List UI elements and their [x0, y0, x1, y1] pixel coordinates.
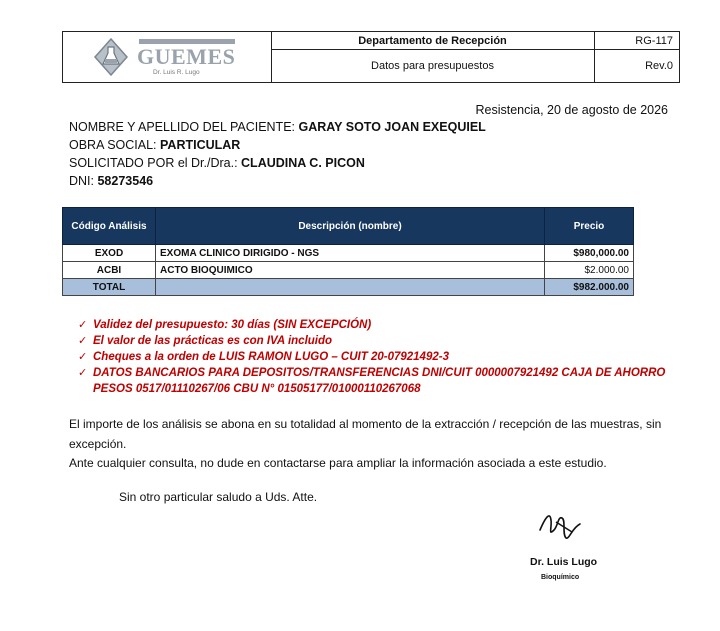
list-item [78, 349, 678, 365]
requested-line [69, 156, 365, 170]
note-text: DATOS BANCARIOS PARA DEPOSITOS/TRANSFERENCIAS DNI/CUIT 0000007921492 CAJA DE AHORRO PESOS 0517/01110267/06 CBU N° 01505177/01000110267068 [93, 367, 666, 395]
patient-name-line [69, 120, 486, 134]
insurance-label: OBRA SOCIAL: [69, 138, 161, 152]
flask-icon [91, 37, 131, 77]
check-icon: ✓ [78, 319, 88, 331]
patient-name-label: NOMBRE Y APELLIDO DEL PACIENTE: [69, 120, 299, 134]
document-date: Resistencia, 20 de agosto de 2026 [475, 103, 668, 117]
insurance-line [69, 138, 240, 152]
header-price: Precio [545, 208, 634, 245]
row-description: ACTO BIOQUIMICO [156, 262, 545, 279]
note-text: Cheques a la orden de LUIS RAMON LUGO – CUIT 20-07921492-3 [93, 351, 449, 363]
document-header [62, 31, 680, 83]
row-code: ACBI [63, 262, 156, 279]
payment-paragraph: El importe de los análisis se abona en su totalidad al momento de la extracción / recepción de las muestras, sin excepción. [69, 417, 662, 451]
signature-title: Bioquímico [541, 574, 580, 581]
list-item [78, 317, 678, 333]
total-empty-cell [156, 279, 545, 296]
document-title: Datos para presupuestos [371, 59, 494, 72]
dni-label: DNI: [69, 174, 98, 188]
table-row [63, 262, 634, 279]
row-price: $980,000.00 [545, 245, 634, 262]
total-value: $982.000.00 [545, 279, 634, 296]
table-header-row [63, 208, 634, 245]
quote-table [62, 207, 634, 296]
header-code: Código Análisis [63, 208, 156, 245]
logo-cell [63, 32, 272, 82]
header-description: Descripción (nombre) [156, 208, 545, 245]
requested-label: SOLICITADO POR el Dr./Dra.: [69, 156, 242, 170]
signature-mark [536, 508, 586, 542]
department-title: Departamento de Recepción [271, 32, 594, 50]
conditions-list [78, 317, 678, 397]
check-icon: ✓ [78, 335, 88, 347]
list-item [78, 333, 678, 349]
logo-subtitle: Dr. Luis R. Lugo [153, 69, 200, 76]
contact-paragraph: Ante cualquier consulta, no dude en contactarse para ampliar la información asociada a este estudio. [69, 456, 607, 470]
row-description: EXOMA CLINICO DIRIGIDO - NGS [156, 245, 545, 262]
lab-logo [89, 35, 239, 81]
logo-name: GUEMES [137, 44, 236, 69]
note-text: El valor de las prácticas es con IVA incluido [93, 335, 333, 347]
insurance-value: PARTICULAR [160, 138, 241, 152]
patient-name-value: GARAY SOTO JOAN EXEQUIEL [298, 120, 486, 134]
document-revision: Rev.0 [645, 59, 673, 72]
total-label: TOTAL [63, 279, 156, 296]
check-icon: ✓ [78, 351, 88, 363]
row-code: EXOD [63, 245, 156, 262]
signature-name: Dr. Luis Lugo [530, 556, 598, 568]
check-icon: ✓ [78, 367, 88, 379]
table-row [63, 245, 634, 262]
list-item [78, 365, 678, 397]
note-text: Validez del presupuesto: 30 días (SIN EXCEPCIÓN) [93, 319, 372, 331]
requested-value: CLAUDINA C. PICON [241, 156, 365, 170]
closing-line: Sin otro particular saludo a Uds. Atte. [119, 490, 318, 504]
total-row [63, 279, 634, 296]
row-price: $2.000.00 [545, 262, 634, 279]
dni-line [69, 174, 153, 188]
dni-value: 58273546 [97, 174, 154, 188]
document-code: RG-117 [595, 32, 679, 50]
